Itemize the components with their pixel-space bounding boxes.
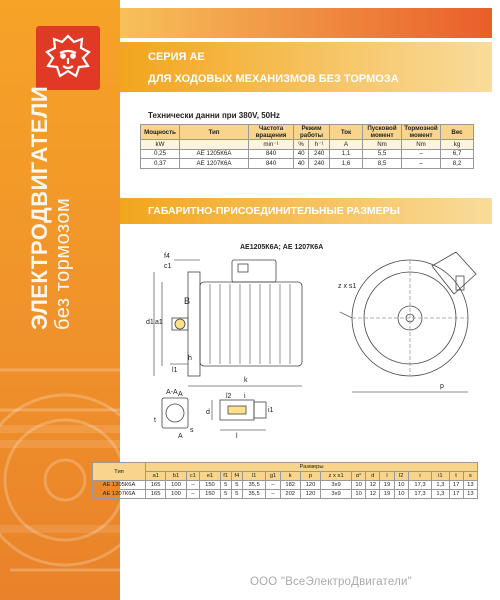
table-cell: 17,3 (408, 481, 431, 490)
table-cell: 10 (394, 481, 408, 490)
table-cell: 12 (366, 490, 380, 499)
dim-label-d1: d1 (146, 319, 154, 326)
header-cell: a1 (146, 472, 166, 481)
table-cell: 8,5 (363, 159, 402, 169)
table-cell: 3x9 (321, 490, 352, 499)
table-header-row (93, 463, 478, 472)
motor-body-outline (200, 282, 302, 366)
table-cell: – (266, 490, 280, 499)
header-cell: α° (351, 472, 365, 481)
dim-label-B: B (184, 296, 191, 306)
table-cell: – (186, 490, 200, 499)
header-cell: i (408, 472, 431, 481)
table-cell: 17 (449, 490, 463, 499)
dimensions-table (92, 462, 478, 499)
table-cell: 5 (231, 490, 242, 499)
table-cell: – (402, 149, 441, 159)
top-decor-bar (120, 8, 492, 38)
dim-label-l: l (236, 433, 238, 440)
header-cell: Размеры (146, 463, 478, 472)
brand-logo (36, 26, 100, 90)
table-cell: 40 (294, 149, 309, 159)
unit-cell: A (330, 140, 363, 150)
table-cell: 13 (463, 490, 477, 499)
header-cell: Тип (180, 125, 249, 140)
header-cell: Ток (330, 125, 363, 140)
table-cell: 1,1 (330, 149, 363, 159)
dimensions-section-header (120, 198, 492, 224)
unit-cell: kW (141, 140, 180, 150)
table-header-row (141, 125, 474, 140)
table-cell: 120 (300, 490, 320, 499)
table-cell: 5,5 (363, 149, 402, 159)
header-cell: k (280, 472, 300, 481)
table-cell: 5 (220, 490, 231, 499)
header-cell: l (380, 472, 394, 481)
header-cell: i1 (432, 472, 449, 481)
unit-cell: Nm (402, 140, 441, 150)
table-cell: 19 (380, 481, 394, 490)
table-cell: 240 (309, 149, 330, 159)
section-marker-top: A (178, 391, 183, 398)
dim-label-s: s (190, 427, 194, 434)
unit-cell (180, 140, 249, 150)
dim-label-p: p (440, 383, 444, 390)
dim-label-k: k (244, 377, 248, 384)
table-cell: 35,5 (242, 490, 265, 499)
table-row (93, 490, 478, 499)
table-cell: 19 (380, 490, 394, 499)
header-cell: p (300, 472, 320, 481)
dim-label-f4: f4 (164, 253, 170, 260)
unit-cell: h⁻¹ (309, 140, 330, 150)
table-cell: 100 (166, 490, 186, 499)
drawing-model-label: АЕ1205К6А; АЕ 1207К6А (240, 244, 324, 251)
table-cell: 240 (309, 159, 330, 169)
table-header-row (93, 472, 478, 481)
table-cell: 0,37 (141, 159, 180, 169)
table-cell: 10 (351, 490, 365, 499)
header-cell: b1 (166, 472, 186, 481)
unit-cell: kg (441, 140, 474, 150)
table-cell: АЕ 1207К6А (180, 159, 249, 169)
table-cell: 10 (351, 481, 365, 490)
dim-label-i: i (244, 393, 246, 400)
table-cell: АЕ 1205К6А (93, 481, 146, 490)
table-cell: 100 (166, 481, 186, 490)
dim-label-d: d (206, 409, 210, 416)
header-cell: Режим работы (294, 125, 330, 140)
header-cell: Пусковой момент (363, 125, 402, 140)
header-cell: Вес (441, 125, 474, 140)
section-view-label: А-А (166, 389, 178, 396)
unit-cell: Nm (363, 140, 402, 150)
table-row (141, 159, 474, 169)
table-cell: АЕ 1205К6А (180, 149, 249, 159)
lion-icon (41, 31, 95, 85)
section-marker-bottom: A (178, 433, 183, 440)
dim-label-i1: i1 (268, 407, 274, 414)
table-row (93, 481, 478, 490)
header-cell: e1 (200, 472, 220, 481)
table-cell: 3x9 (321, 481, 352, 490)
header-cell: t (449, 472, 463, 481)
dim-label-zxs1: z x s1 (338, 283, 357, 290)
table-cell: 6,7 (441, 149, 474, 159)
table-cell: 1,3 (432, 481, 449, 490)
unit-cell: % (294, 140, 309, 150)
sidebar-title-line2: без тормозом (52, 197, 74, 330)
table-cell: 1,6 (330, 159, 363, 169)
table-cell: АЕ 1207К6А (93, 490, 146, 499)
table-cell: 202 (280, 490, 300, 499)
header-cell: g1 (266, 472, 280, 481)
table-cell: 17 (449, 481, 463, 490)
terminal-box (232, 260, 276, 282)
table-cell: 0,25 (141, 149, 180, 159)
company-footer: ООО "ВсеЭлектроДвигатели" (250, 576, 412, 588)
table-cell: – (402, 159, 441, 169)
table-cell: 150 (200, 490, 220, 499)
series-title: СЕРИЯ АЕ (148, 51, 205, 63)
dim-label-l1: l1 (172, 367, 178, 374)
table-cell: 165 (146, 490, 166, 499)
table-cell: 182 (280, 481, 300, 490)
motor-technical-drawing (140, 252, 480, 442)
dim-label-l2: l2 (226, 393, 232, 400)
header-cell: Мощность (141, 125, 180, 140)
header-cell: d (366, 472, 380, 481)
table-cell: 35,5 (242, 481, 265, 490)
end-view-terminal-box (432, 252, 476, 294)
table-cell: 17,3 (408, 490, 431, 499)
table-cell: 13 (463, 481, 477, 490)
dimensions-section-title: ГАБАРИТНО-ПРИСОЕДИНИТЕЛЬНЫЕ РАЗМЕРЫ (148, 205, 400, 217)
series-header (120, 42, 492, 92)
header-cell: l1 (242, 472, 265, 481)
table-cell: 8,2 (441, 159, 474, 169)
sidebar-vertical-title (28, 86, 74, 330)
sidebar-title-line1: ЭЛЕКТРОДВИГАТЕЛИ (27, 85, 52, 330)
tech-data-subtitle: Технически данни при 380V, 50Hz (148, 111, 280, 120)
dim-label-t: t (154, 417, 156, 424)
table-cell: – (266, 481, 280, 490)
header-cell: f4 (231, 472, 242, 481)
table-cell: – (186, 481, 200, 490)
header-cell: c1 (186, 472, 200, 481)
dim-label-c1: c1 (164, 263, 172, 270)
table-cell: 40 (294, 159, 309, 169)
table-cell: 12 (366, 481, 380, 490)
series-purpose: ДЛЯ ХОДОВЫХ МЕХАНИЗМОВ БЕЗ ТОРМОЗА (148, 73, 399, 85)
header-cell: Тормозной момент (402, 125, 441, 140)
header-cell: Частота вращения (249, 125, 294, 140)
sidebar-panel (0, 0, 120, 600)
header-cell: l2 (394, 472, 408, 481)
tech-data-table (140, 124, 474, 169)
dim-label-h: h (188, 355, 192, 362)
header-cell: f1 (220, 472, 231, 481)
motor-illustration (0, 330, 120, 590)
dim-label-a1: a1 (155, 319, 163, 326)
table-cell: 1,3 (432, 490, 449, 499)
table-cell: 120 (300, 481, 320, 490)
table-cell: 150 (200, 481, 220, 490)
table-cell: 840 (249, 159, 294, 169)
header-cell: z x s1 (321, 472, 352, 481)
header-cell: Тип (93, 463, 146, 481)
header-cell: s (463, 472, 477, 481)
table-cell: 165 (146, 481, 166, 490)
table-row (141, 149, 474, 159)
table-cell: 840 (249, 149, 294, 159)
unit-cell: min⁻¹ (249, 140, 294, 150)
table-cell: 10 (394, 490, 408, 499)
table-cell: 5 (220, 481, 231, 490)
units-row (141, 140, 474, 150)
table-cell: 5 (231, 481, 242, 490)
